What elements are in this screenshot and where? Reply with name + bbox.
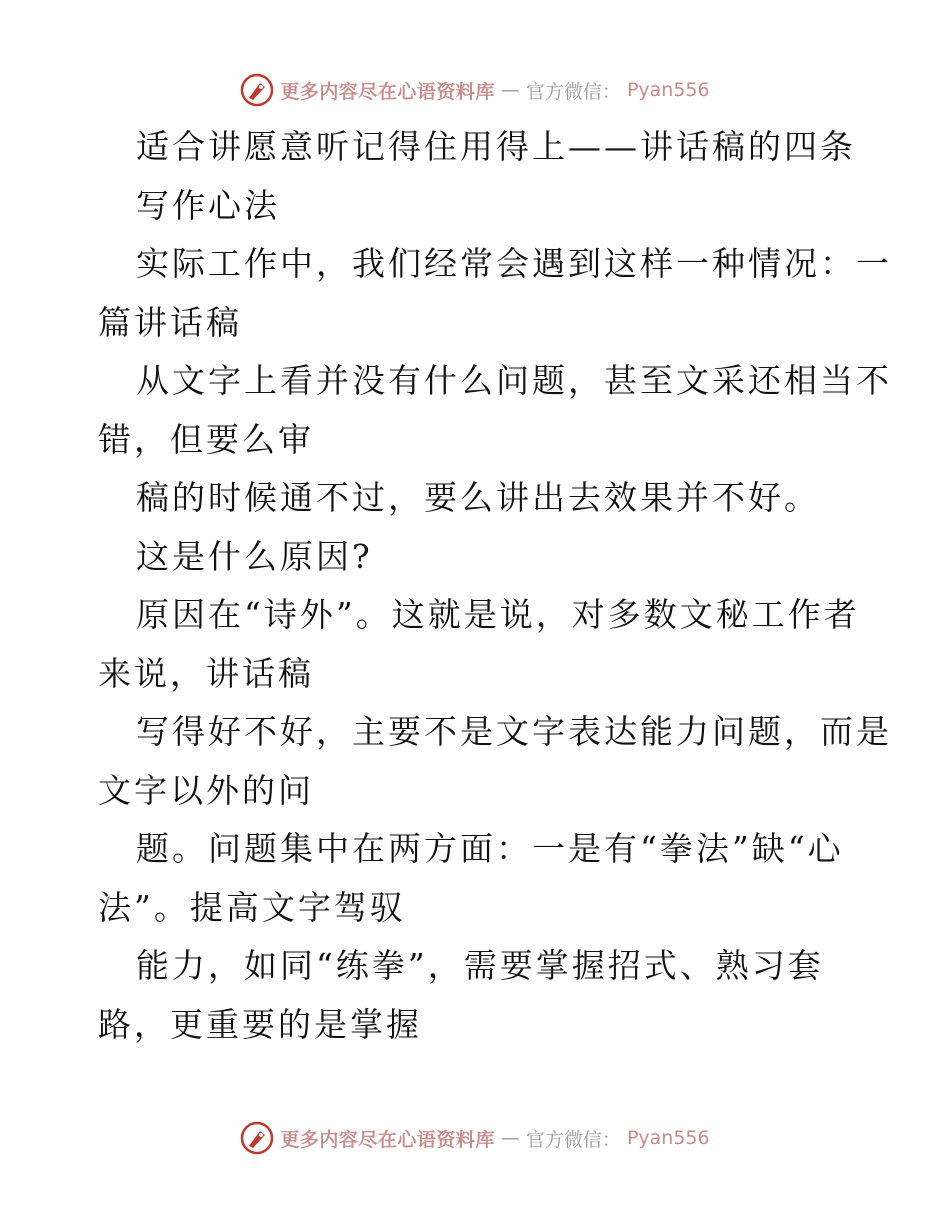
watermark-separator: — bbox=[500, 1127, 520, 1149]
watermark-contact-label: 官方微信： bbox=[525, 80, 621, 103]
title-line-2: 写作心法 bbox=[136, 185, 280, 225]
paragraph-line: 原因在“诗外”。这就是说，对多数文秘工作者 bbox=[136, 595, 860, 634]
paragraph-line: 来说，讲话稿 bbox=[98, 653, 314, 693]
footer-watermark bbox=[0, 1118, 950, 1158]
paragraph-line: 这是什么原因? bbox=[136, 536, 373, 576]
paragraph-line: 从文字上看并没有什么问题，甚至文采还相当不 bbox=[136, 361, 892, 400]
paragraph-line: 路，更重要的是掌握 bbox=[98, 1004, 422, 1044]
watermark-text: 更多内容尽在心语资料库 bbox=[280, 1128, 495, 1151]
paragraph-line: 能力，如同“练拳”，需要掌握招式、熟习套 bbox=[136, 946, 824, 985]
paragraph-line: 稿的时候通不过，要么讲出去效果并不好。 bbox=[136, 478, 820, 517]
title-line-1: 适合讲愿意听记得住用得上——讲话稿的四条 bbox=[136, 127, 856, 166]
pen-nib-icon bbox=[240, 73, 274, 107]
pen-nib-icon bbox=[240, 1121, 274, 1155]
paragraph-line: 题。问题集中在两方面：一是有“拳法”缺“心 bbox=[136, 829, 844, 868]
paragraph-line: 文字以外的问 bbox=[98, 770, 314, 810]
watermark-separator: — bbox=[500, 79, 520, 101]
paragraph-line: 写得好不好，主要不是文字表达能力问题，而是 bbox=[136, 712, 892, 751]
paragraph-line: 错，但要么审 bbox=[98, 419, 314, 459]
paragraph-line: 实际工作中，我们经常会遇到这样一种情况：一 bbox=[136, 244, 892, 283]
paragraph-line: 法”。提高文字驾驭 bbox=[98, 887, 406, 927]
document-body bbox=[98, 118, 892, 1054]
watermark-contact-label: 官方微信： bbox=[525, 1128, 621, 1151]
header-watermark bbox=[0, 70, 950, 110]
watermark-contact-id: Pyan556 bbox=[626, 1127, 710, 1149]
watermark-contact-id: Pyan556 bbox=[626, 79, 710, 101]
paragraph-line: 篇讲话稿 bbox=[98, 302, 242, 342]
watermark-text: 更多内容尽在心语资料库 bbox=[280, 80, 495, 103]
